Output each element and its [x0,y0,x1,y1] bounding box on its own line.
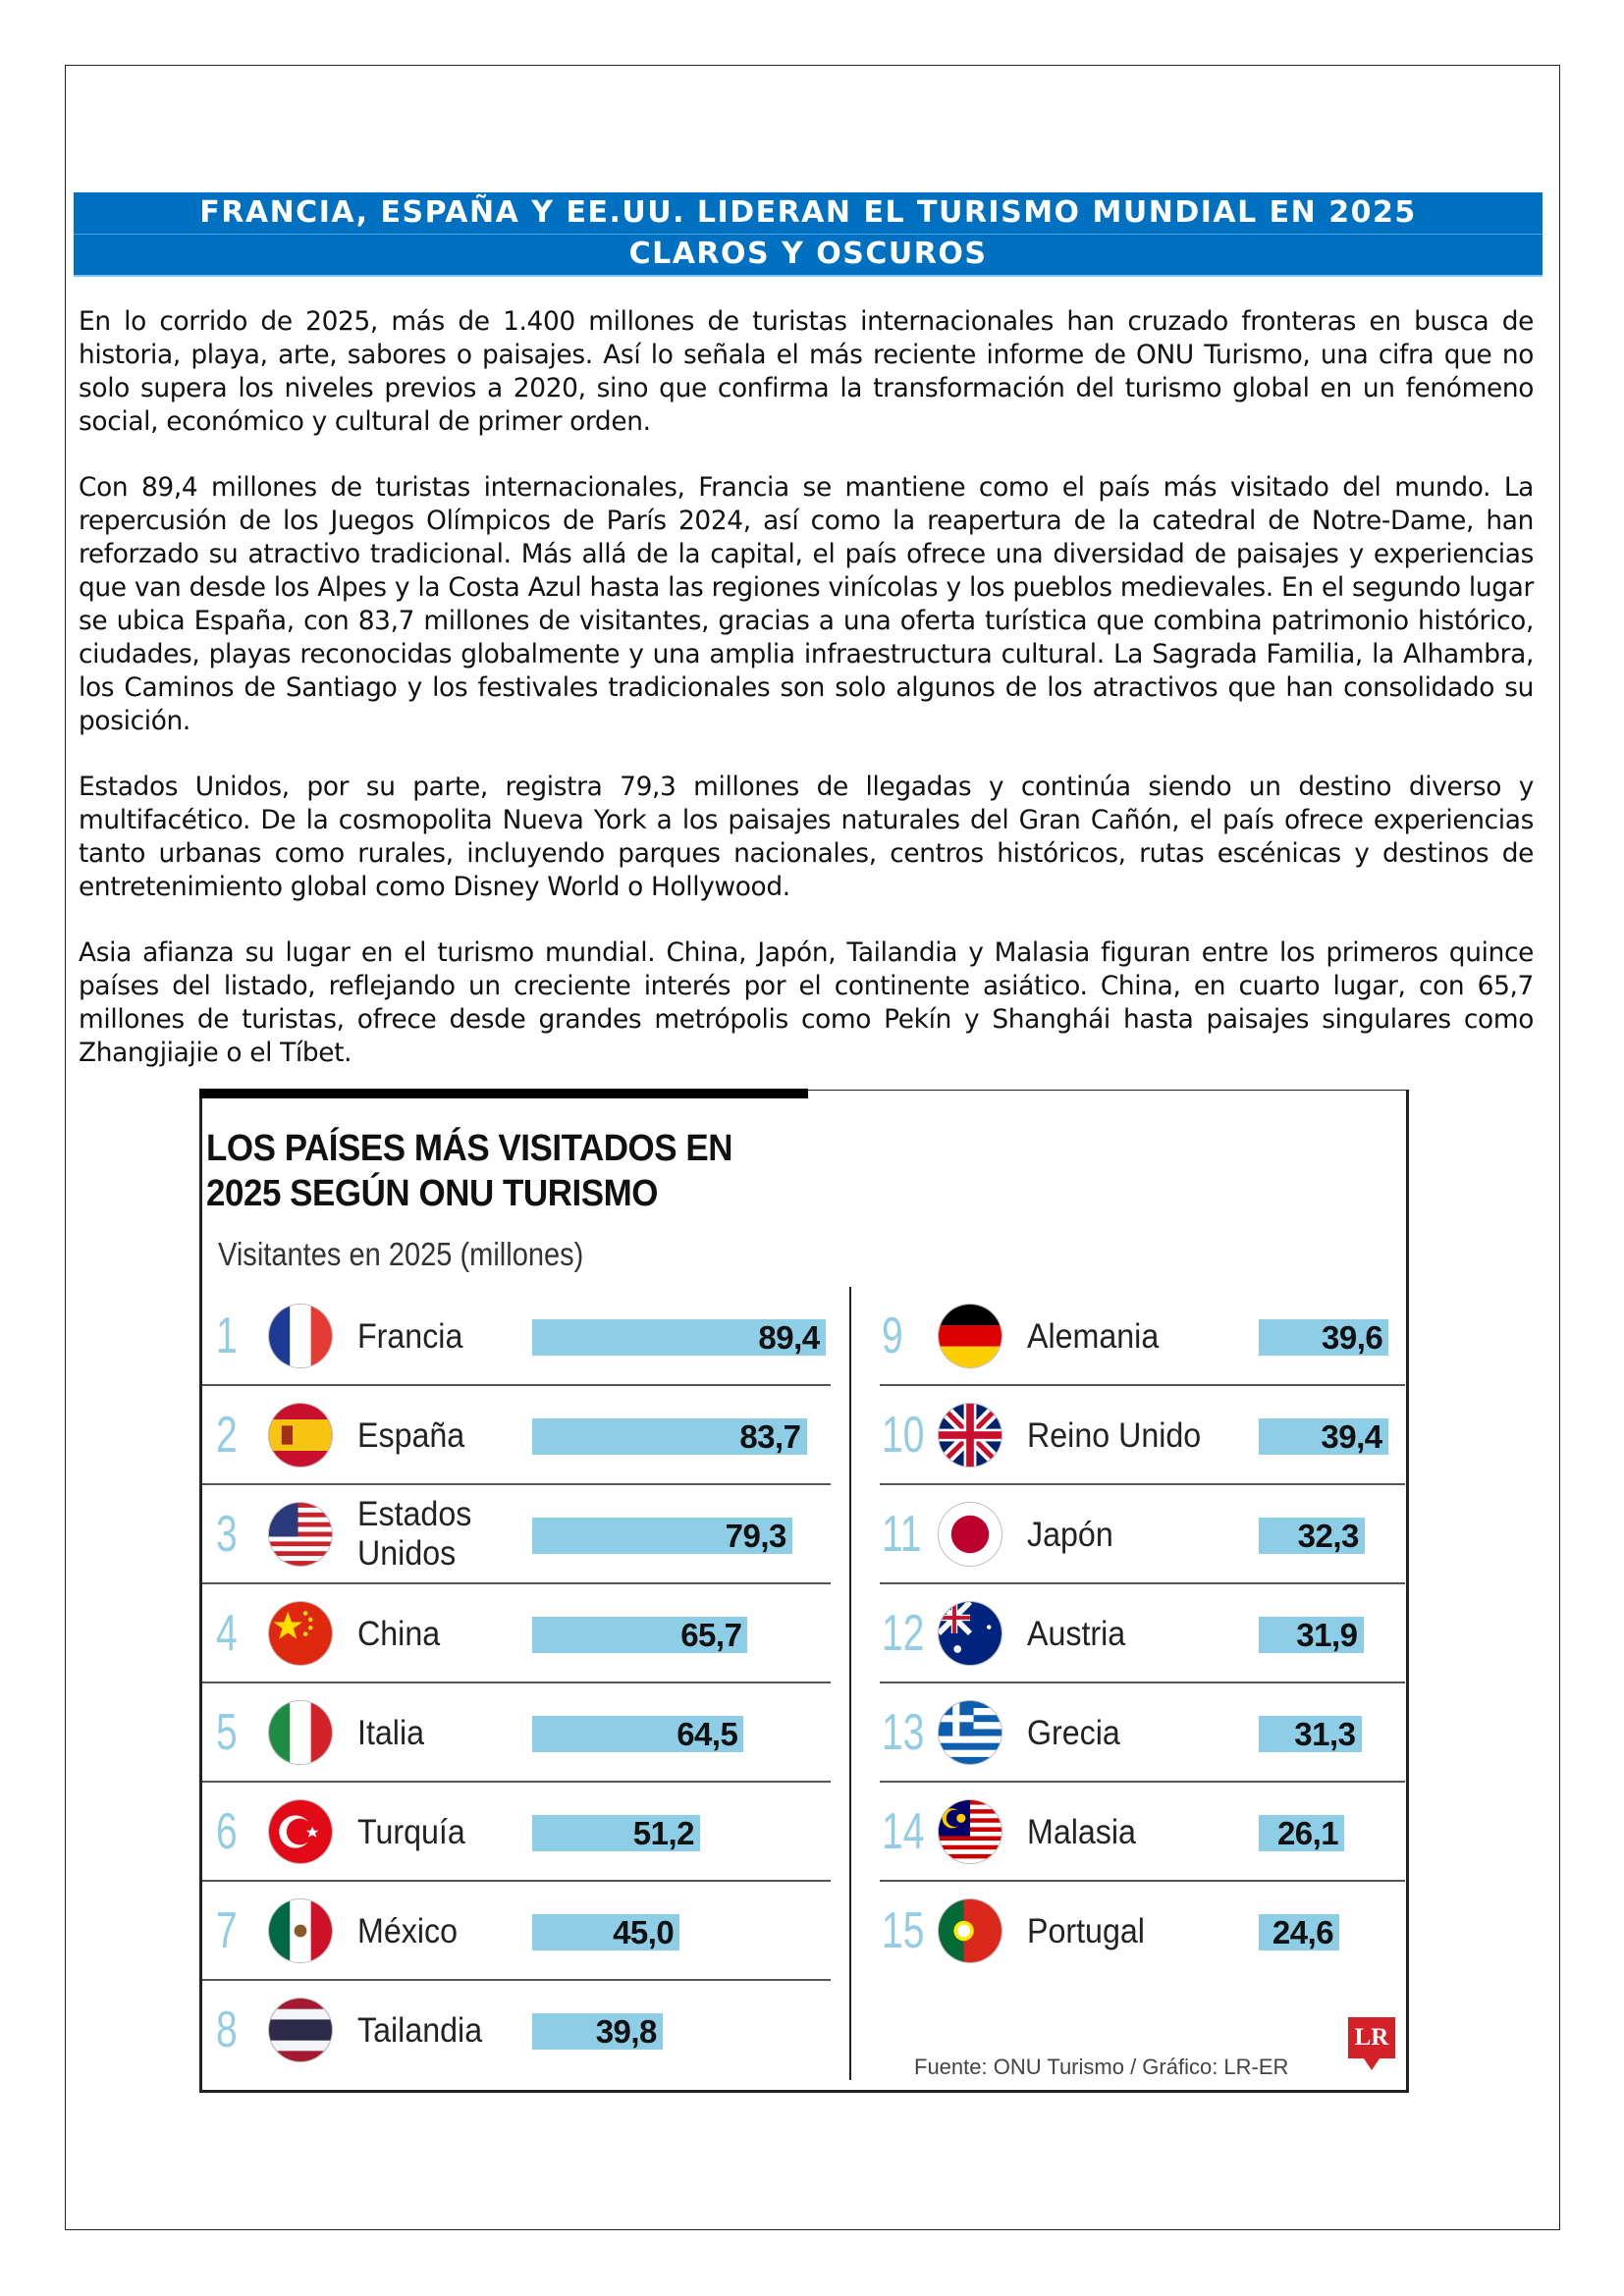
italy-flag-icon-graphic [269,1701,332,1764]
value-label: 39,6 [1322,1319,1383,1356]
rank-number: 5 [216,1704,238,1761]
value-bar [532,1319,826,1356]
value-label: 31,3 [1294,1716,1356,1752]
country-name: Reino Unido [1027,1416,1202,1455]
chart-row [202,1386,831,1485]
country-name: Grecia [1027,1714,1120,1752]
lr-logo-icon: LR [1348,2017,1395,2058]
infographic-chart [199,1090,1409,2093]
country-name: Francia [357,1317,463,1356]
usa-flag-icon [269,1503,332,1566]
country-name: Portugal [1027,1912,1145,1950]
chart-subtitle: Visitantes en 2025 (millones) [218,1236,584,1272]
country-name: Italia [357,1714,425,1752]
chart-title-line: LOS PAÍSES MÁS VISITADOS EN [206,1128,733,1169]
rank-number: 8 [216,2002,238,2058]
value-label: 26,1 [1276,1815,1339,1851]
chart-row [880,1683,1405,1783]
subheadline: CLAROS Y OSCUROS [628,237,988,271]
value-bar [532,1716,743,1752]
chart-row [202,1287,831,1386]
malaysia-flag-icon [939,1800,1001,1863]
paragraph: Estados Unidos, por su parte, registra 79,3 millones de llegadas y continúa siendo un destino diverso y multifacético. De la cosmopolita Nueva York a los paisajes naturales del Gran Cañón, el país ofrece experiencias tanto urbanas como rurales, incluyendo parques nacionales, centros históricos, rutas escénicas y destinos de entretenimiento global como Disney World o Hollywood. [79,772,1534,902]
malaysia-flag-icon-graphic [939,1800,1001,1863]
country-name: Tailandia [357,2011,483,2050]
thailand-flag-icon-graphic [269,1999,332,2061]
value-bar [1259,1617,1364,1653]
portugal-flag-icon-graphic [939,1899,1001,1962]
usa-flag-icon-graphic [269,1503,332,1566]
chart-row [202,1882,831,1981]
china-flag-icon [269,1602,332,1665]
column-divider [849,1287,851,2080]
country-name: España [357,1416,465,1455]
rank-number: 15 [882,1902,925,1959]
rank-number: 11 [882,1506,922,1563]
article-body [79,305,1534,1102]
value-bar [1259,1914,1339,1950]
value-label: 45,0 [613,1914,675,1950]
value-label: 64,5 [677,1716,738,1752]
turkey-flag-icon-graphic [269,1800,332,1863]
mexico-flag-icon [269,1899,332,1962]
france-flag-icon-graphic [269,1305,332,1367]
value-bar [532,1914,679,1950]
chart-row [880,1287,1405,1386]
uk-flag-icon-graphic [939,1404,1001,1467]
value-label: 32,3 [1297,1518,1359,1554]
country-name: Austria [1027,1615,1126,1653]
uk-flag-icon [939,1404,1001,1467]
thailand-flag-icon [269,1999,332,2061]
mexico-flag-icon-graphic [269,1899,332,1962]
value-label: 39,4 [1321,1418,1382,1455]
value-label: 83,7 [739,1418,801,1455]
country-name: Malasia [1027,1813,1136,1851]
chart-row [880,1584,1405,1683]
rank-number: 13 [882,1704,925,1761]
country-name: México [357,1912,459,1950]
chart-row [880,1882,1405,1981]
greece-flag-icon [939,1701,1001,1764]
chart-source: Fuente: ONU Turismo / Gráfico: LR-ER [914,2055,1289,2079]
chart-row [202,1584,831,1683]
value-bar [532,2013,663,2050]
country-name [357,1495,471,1574]
chart-row [880,1485,1405,1584]
japan-flag-icon-graphic [939,1503,1001,1566]
greece-flag-icon-graphic [939,1701,1001,1764]
spain-flag-icon [269,1404,332,1467]
france-flag-icon [269,1305,332,1367]
value-bar [1259,1716,1362,1752]
rank-number: 1 [216,1308,238,1364]
germany-flag-icon [939,1305,1001,1367]
italy-flag-icon [269,1701,332,1764]
rank-number: 3 [216,1506,238,1563]
rank-number: 6 [216,1803,238,1860]
rank-number: 10 [882,1407,925,1464]
chart-row [202,1783,831,1882]
country-name: China [357,1615,441,1653]
germany-flag-icon-graphic [939,1305,1001,1367]
value-bar [532,1418,807,1455]
australia-flag-icon [939,1602,1001,1665]
rank-number: 7 [216,1902,238,1959]
spain-flag-icon-graphic [269,1404,332,1467]
value-label: 65,7 [680,1617,742,1653]
rank-number: 4 [216,1605,238,1662]
value-bar [1259,1518,1365,1554]
value-label: 39,8 [595,2013,657,2050]
article-header [74,192,1543,277]
value-bar [1259,1418,1388,1455]
rank-number: 9 [882,1308,903,1364]
country-name-line: Estados [357,1495,472,1533]
value-label: 24,6 [1272,1914,1334,1950]
chart-title [206,1126,732,1216]
japan-flag-icon [939,1503,1001,1566]
country-name: Japón [1027,1516,1113,1554]
paragraph: Asia afianza su lugar en el turismo mundial. China, Japón, Tailandia y Malasia figuran entre los primeros quince países del listado, reflejando un creciente interés por el continente asiático. China, en cuarto lugar, con 65,7 millones de turistas, ofrece desde grandes metrópolis como Pekín y Shanghái hasta paisajes singulares como Zhangjiajie o el Tíbet. [79,937,1534,1068]
value-label: 51,2 [632,1815,694,1851]
chart-row [202,1981,831,2080]
chart-title-line: 2025 SEGÚN ONU TURISMO [206,1173,658,1214]
value-label: 31,9 [1296,1617,1358,1653]
china-flag-icon-graphic [269,1602,332,1665]
country-name-line: Unidos [357,1534,457,1573]
value-bar [1259,1815,1344,1851]
country-name: Alemania [1027,1317,1160,1356]
chart-row [880,1386,1405,1485]
paragraph: En lo corrido de 2025, más de 1.400 millones de turistas internacionales han cruzado fronteras en busca de historia, playa, arte, sabores o paisajes. Así lo señala el más reciente informe de ONU Turismo, una cifra que no solo supera los niveles previos a 2020, sino que confirma la transformación del turismo global en un fenómeno social, económico y cultural de primer orden. [79,306,1534,437]
turkey-flag-icon [269,1800,332,1863]
value-bar [1259,1319,1388,1356]
value-label: 79,3 [725,1518,786,1554]
chart-top-bar [199,1089,808,1098]
rank-number: 12 [882,1605,925,1662]
value-bar [532,1815,700,1851]
chart-row [880,1783,1405,1882]
country-name: Turquía [357,1813,465,1851]
chart-row [202,1485,831,1584]
rank-number: 14 [882,1803,925,1860]
australia-flag-icon-graphic [939,1602,1001,1665]
rank-number: 2 [216,1407,238,1464]
value-bar [532,1617,747,1653]
headline: FRANCIA, ESPAÑA Y EE.UU. LIDERAN EL TURISMO MUNDIAL EN 2025 [74,192,1543,235]
paragraph: Con 89,4 millones de turistas internacionales, Francia se mantiene como el país más visitado del mundo. La repercusión de los Juegos Olímpicos de París 2024, así como la reapertura de la catedral de Notre-Dame, han reforzado su atractivo tradicional. Más allá de la capital, el país ofrece una diversidad de paisajes y experiencias que van desde los Alpes y la Costa Azul hasta las regiones vinícolas y los pueblos medievales. En el segundo lugar se ubica España, con 83,7 millones de visitantes, gracias a una oferta turística que combina patrimonio histórico, ciudades, playas reconocidas globalmente y una amplia infraestructura cultural. La Sagrada Familia, la Alhambra, los Caminos de Santiago y los festivales tradicionales son solo algunos de los atractivos que han consolidado su posición. [79,472,1534,736]
portugal-flag-icon [939,1899,1001,1962]
chart-row [202,1683,831,1783]
value-bar [532,1518,792,1554]
value-label: 89,4 [758,1319,820,1356]
